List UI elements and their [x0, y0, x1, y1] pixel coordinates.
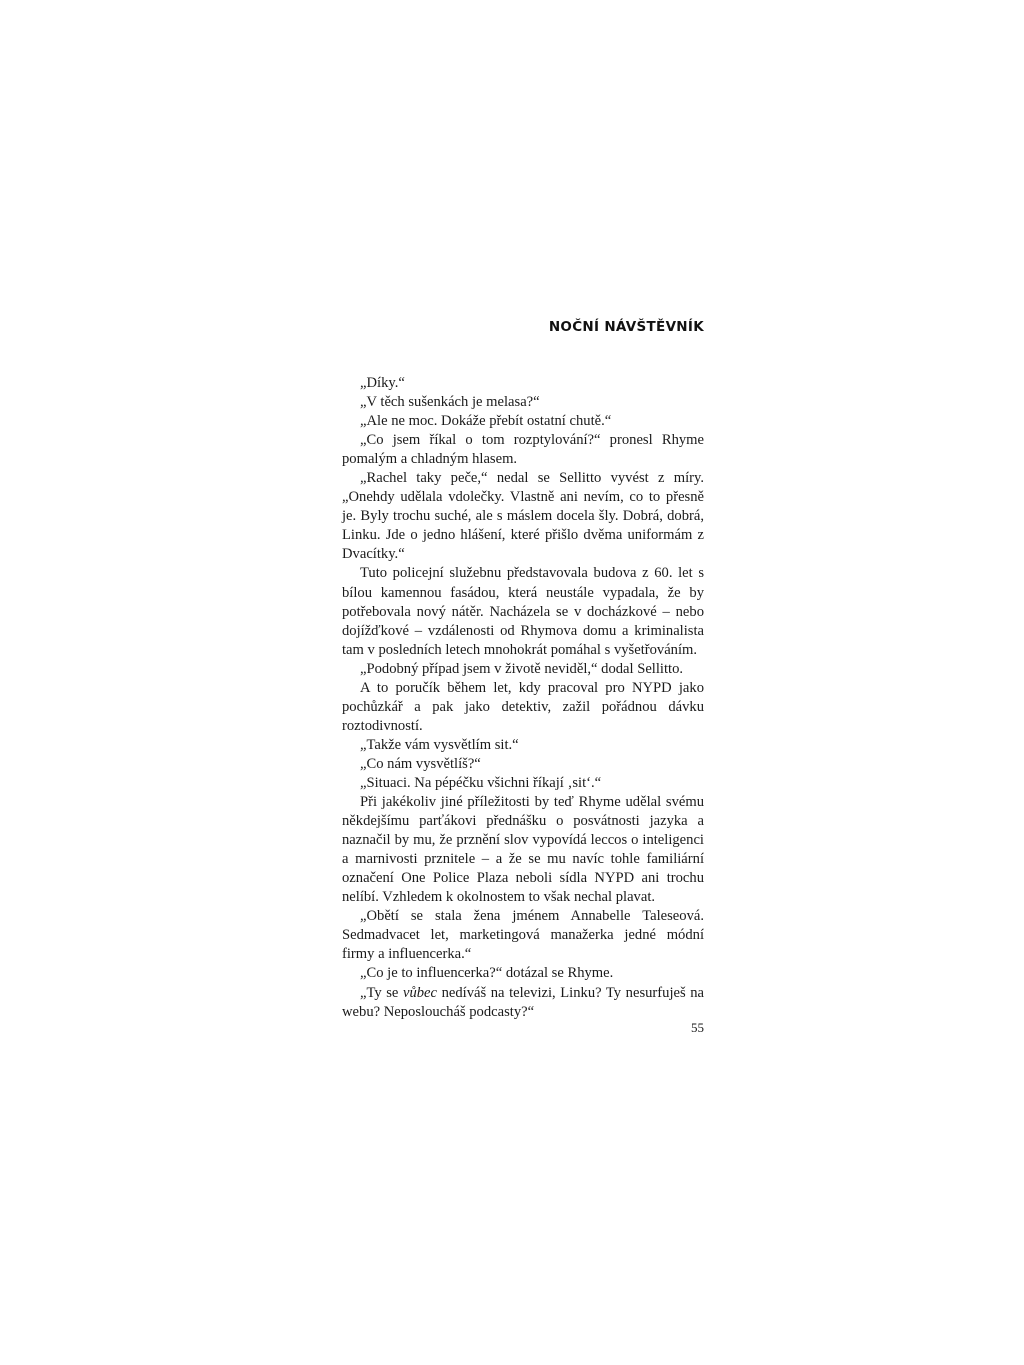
paragraph: „Takže vám vysvětlím sit.“ [360, 736, 519, 753]
emphasis-text: vůbec [402, 984, 438, 1001]
running-head: NOČNÍ NÁVŠTĚVNÍK [548, 319, 704, 335]
paragraph-text: „Ty se [360, 984, 403, 1001]
body-text [342, 374, 704, 1022]
paragraph: „Díky.“ [360, 375, 405, 391]
page-number: 55 [691, 1020, 704, 1035]
paragraph: „Co je to influencerka?“ dotázal se Rhyme. [360, 965, 614, 982]
paragraph: „Obětí se stala žena jménem Annabelle Taleseová. Sedmadvacet let, marketingová manažerka jedné módní firmy a influencerka.“ [342, 908, 704, 963]
paragraph-text: nedíváš na televizi, Linku? Ty nesurfuješ na webu? Neposloucháš podcasty?“ [342, 984, 704, 1020]
paragraph: „Situaci. Na pépéčku všichni říkají ‚sit‘.“ [360, 774, 602, 791]
paragraph: „V těch sušenkách je melasa?“ [360, 394, 540, 411]
paragraph: Při jakékoliv jiné příležitosti by teď Rhyme udělal svému někdejšímu parťákovi přednášku o posvátnosti jazyka a naznačil by mu, že prznění slov vypovídá leccos o inteligenci a marnivosti prznitele – a že se mu navíc tohle familiární označení One Police Plaza neboli sídla NYPD ani trochu nelíbí. Vzhledem k okolnostem to však nechal plavat. [342, 794, 704, 906]
paragraph: „Ale ne moc. Dokáže přebít ostatní chutě.“ [360, 413, 612, 430]
paragraph: „Co jsem říkal o tom rozptylování?“ pronesl Rhyme pomalým a chladným hlasem. [342, 432, 704, 468]
paragraph: „Co nám vysvětlíš?“ [360, 755, 481, 772]
paragraph: „Rachel taky peče,“ nedal se Sellitto vyvést z míry. „Onehdy udělala vdolečky. Vlastně ani nevím, co to přesně je. Byly trochu suché, ale s máslem docela šly. Dobrá, dobrá, Linku. Jde o jedno hlášení, které přišlo dvěma uniformám z Dvacítky.“ [342, 470, 704, 563]
paragraph: „Podobný případ jsem v životě neviděl,“ dodal Sellitto. [360, 660, 684, 677]
paragraph: Tuto policejní služebnu představovala budova z 60. let s bílou kamennou fasádou, která neustále vypadala, že by potřebovala nový nátěr. Nacházela se v docházkové – nebo dojížďkové – vzdálenosti od Rhymova domu a kriminalista tam v posledních letech mnohokrát pomáhal s vyšetřováním. [342, 565, 704, 658]
paragraph [342, 984, 704, 1022]
paragraph: A to poručík během let, kdy pracoval pro NYPD jako pochůzkář a pak jako detektiv, zažil pořádnou dávku roztodivností. [342, 679, 704, 734]
